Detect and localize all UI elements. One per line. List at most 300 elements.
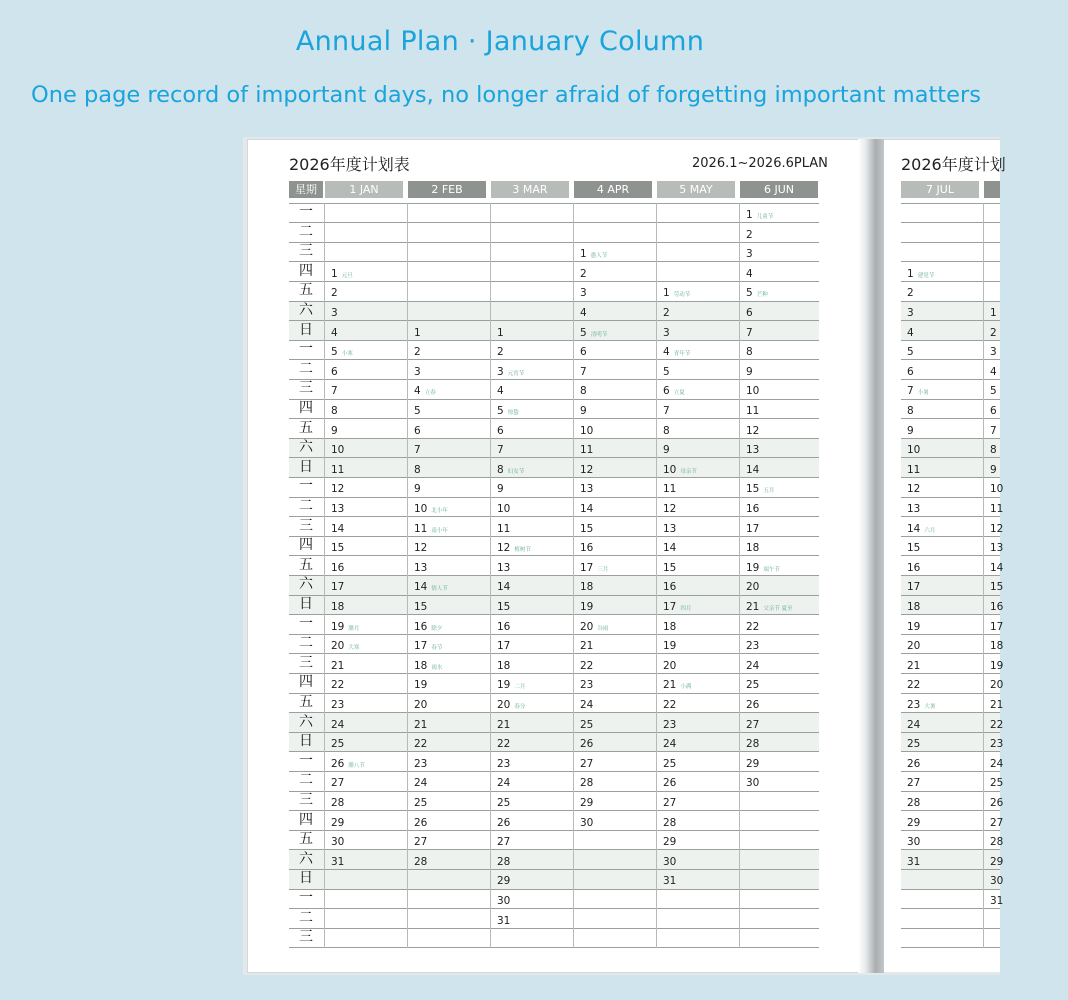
- day-number: 30: [580, 816, 594, 829]
- festival-label: 二月: [514, 684, 526, 691]
- weekday-label: 四: [299, 400, 313, 416]
- left-day-cell: [580, 301, 658, 321]
- left-day-cell: [746, 321, 824, 341]
- day-number: 1: [907, 267, 914, 280]
- right-day-cell: [990, 830, 1068, 850]
- month-header: 1 JAN: [325, 181, 403, 198]
- day-number: 7: [331, 385, 338, 398]
- left-day-cell: [663, 732, 741, 752]
- left-day-cell: [663, 752, 741, 772]
- left-day-cell: [414, 595, 492, 615]
- day-number: 14: [663, 542, 677, 555]
- day-number: 6: [497, 424, 504, 437]
- day-number: 23: [663, 718, 677, 731]
- day-number: 20: [580, 620, 594, 633]
- right-day-cell: [990, 752, 1068, 772]
- day-number: 20: [414, 699, 428, 711]
- day-number: 29: [580, 797, 594, 809]
- day-number: 4: [663, 346, 670, 359]
- right-day-cell: [990, 360, 1068, 380]
- day-number: 2: [907, 287, 914, 300]
- day-number: 30: [497, 895, 511, 907]
- day-number: 9: [746, 365, 753, 378]
- left-day-cell: [497, 477, 575, 497]
- festival-label: 小暑: [917, 390, 929, 397]
- right-day-cell: [907, 771, 985, 791]
- left-day-cell: [414, 556, 492, 576]
- right-day-cell: [907, 536, 985, 556]
- weekday-label: 四: [299, 262, 313, 279]
- left-day-cell: [331, 399, 409, 419]
- festival-label: 雨水: [431, 664, 443, 671]
- weekday-label: 一: [299, 204, 313, 220]
- left-day-cell: [414, 477, 492, 497]
- right-day-cell: [990, 379, 1068, 399]
- day-number: 16: [580, 542, 594, 555]
- day-number: 10: [990, 483, 1004, 496]
- day-number: 13: [497, 561, 511, 574]
- left-day-cell: [746, 223, 824, 243]
- right-day-cell: [990, 693, 1068, 713]
- day-number: 19: [746, 561, 760, 574]
- day-number: 31: [990, 895, 1004, 907]
- day-number: 16: [907, 561, 921, 574]
- day-number: 16: [990, 601, 1004, 613]
- festival-label: 春分: [514, 704, 526, 710]
- right-day-cell: [907, 360, 985, 380]
- day-number: 14: [907, 522, 921, 535]
- day-number: 5: [990, 385, 997, 398]
- left-day-cell: [663, 536, 741, 556]
- day-number: 5: [414, 405, 421, 417]
- day-number: 23: [497, 757, 511, 770]
- left-day-cell: [331, 517, 409, 537]
- day-number: 13: [746, 444, 760, 457]
- day-number: 16: [331, 561, 345, 574]
- weekday-label: 日: [299, 458, 313, 475]
- day-number: 22: [331, 679, 345, 692]
- left-day-cell: [580, 536, 658, 556]
- day-number: 6: [907, 365, 914, 378]
- day-number: 11: [746, 405, 760, 417]
- day-number: 9: [907, 424, 914, 437]
- left-page-range: 2026.1~2026.6PLAN: [692, 156, 828, 171]
- left-day-cell: [331, 732, 409, 752]
- grid-line-right: [901, 222, 1000, 223]
- left-day-cell: [663, 497, 741, 517]
- day-number: 29: [907, 816, 921, 829]
- right-day-cell: [990, 634, 1068, 654]
- day-number: 19: [663, 640, 677, 653]
- left-day-cell: [746, 477, 824, 497]
- left-day-cell: [331, 713, 409, 733]
- right-day-cell: [907, 497, 985, 517]
- day-number: 8: [663, 424, 670, 437]
- day-number: 11: [663, 483, 677, 496]
- festival-label: 小满: [680, 684, 692, 691]
- day-number: 21: [497, 718, 511, 731]
- left-day-cell: [746, 379, 824, 399]
- left-day-cell: [746, 340, 824, 360]
- left-day-cell: [414, 615, 492, 635]
- right-day-cell: [990, 771, 1068, 791]
- day-number: 16: [414, 620, 428, 633]
- day-number: 17: [746, 522, 760, 535]
- day-number: 23: [580, 679, 594, 692]
- left-day-cell: [663, 811, 741, 831]
- left-day-cell: [663, 438, 741, 458]
- festival-label: 惊蛰: [507, 410, 519, 416]
- day-number: 26: [331, 757, 345, 770]
- day-number: 2: [580, 267, 587, 280]
- weekday-label: 四: [299, 674, 313, 691]
- weekday-label: 一: [299, 615, 313, 632]
- left-day-cell: [414, 830, 492, 850]
- day-number: 15: [990, 581, 1004, 594]
- day-number: 12: [907, 483, 921, 496]
- weekday-label: 三: [299, 517, 313, 534]
- day-number: 4: [907, 326, 914, 339]
- left-day-cell: [497, 732, 575, 752]
- day-number: 2: [663, 307, 670, 319]
- left-day-cell: [746, 203, 824, 223]
- left-day-cell: [580, 713, 658, 733]
- right-day-cell: [907, 477, 985, 497]
- right-day-cell: [990, 321, 1068, 341]
- left-day-cell: [331, 536, 409, 556]
- right-day-cell: [907, 850, 985, 870]
- day-number: 4: [414, 385, 421, 398]
- left-day-cell: [580, 321, 658, 341]
- day-number: 28: [414, 855, 428, 868]
- grid-line-right: [901, 928, 1000, 929]
- festival-label: 三月: [597, 566, 609, 573]
- day-number: 22: [990, 718, 1004, 731]
- left-day-cell: [746, 301, 824, 321]
- right-day-cell: [907, 634, 985, 654]
- day-number: 27: [990, 816, 1004, 829]
- left-day-cell: [497, 419, 575, 439]
- day-number: 13: [663, 522, 677, 535]
- banner-title: Annual Plan · January Column: [295, 26, 705, 57]
- weekday-label: 六: [299, 302, 313, 318]
- day-number: 4: [497, 385, 504, 398]
- weekday-label: 二: [299, 909, 313, 926]
- day-number: 26: [497, 816, 511, 829]
- weekday-label: 二: [299, 223, 313, 240]
- left-day-cell: [497, 340, 575, 360]
- festival-label: 大暑: [924, 704, 936, 710]
- month-header: 6 JUN: [740, 181, 818, 198]
- day-number: 10: [663, 463, 677, 476]
- right-day-cell: [990, 889, 1068, 909]
- left-day-cell: [663, 673, 741, 693]
- left-day-cell: [580, 654, 658, 674]
- right-day-cell: [990, 791, 1068, 811]
- left-day-cell: [331, 556, 409, 576]
- day-number: 22: [746, 620, 760, 633]
- day-number: 1: [990, 307, 997, 319]
- day-number: 23: [907, 699, 921, 711]
- left-day-cell: [663, 654, 741, 674]
- day-number: 9: [580, 405, 587, 417]
- festival-label: 母亲节: [680, 468, 697, 475]
- festival-label: 腊月: [348, 625, 360, 632]
- left-day-cell: [580, 517, 658, 537]
- day-number: 11: [497, 522, 511, 535]
- day-number: 24: [663, 738, 677, 751]
- festival-label: 端午节: [763, 566, 780, 573]
- day-number: 24: [331, 718, 345, 731]
- left-day-cell: [414, 634, 492, 654]
- grid-line-right: [901, 947, 1000, 948]
- row-shade-right: [901, 869, 1000, 889]
- day-number: 11: [990, 503, 1004, 515]
- left-day-cell: [580, 497, 658, 517]
- left-page-title: 2026年度计划表: [289, 155, 410, 174]
- right-day-cell: [907, 262, 985, 282]
- day-number: 25: [907, 738, 921, 751]
- left-day-cell: [497, 811, 575, 831]
- day-number: 6: [331, 365, 338, 378]
- day-number: 8: [746, 346, 753, 359]
- day-number: 18: [907, 601, 921, 613]
- left-day-cell: [497, 771, 575, 791]
- left-day-cell: [497, 321, 575, 341]
- festival-label: 立春: [424, 390, 436, 397]
- weekday-label: 三: [299, 929, 313, 946]
- day-number: 20: [907, 640, 921, 653]
- left-day-cell: [414, 732, 492, 752]
- right-page-title: 2026年度计划: [901, 155, 1006, 174]
- day-number: 30: [746, 777, 760, 790]
- left-day-cell: [746, 752, 824, 772]
- day-number: 21: [414, 718, 428, 731]
- left-day-cell: [414, 419, 492, 439]
- right-day-cell: [907, 379, 985, 399]
- left-day-cell: [414, 517, 492, 537]
- left-day-cell: [746, 458, 824, 478]
- day-number: 28: [990, 836, 1004, 849]
- left-day-cell: [497, 595, 575, 615]
- left-day-cell: [497, 752, 575, 772]
- day-number: 6: [663, 385, 670, 398]
- right-day-cell: [907, 399, 985, 419]
- day-number: 8: [331, 405, 338, 417]
- left-day-cell: [580, 595, 658, 615]
- left-day-cell: [746, 713, 824, 733]
- day-number: 28: [331, 797, 345, 809]
- day-number: 29: [990, 855, 1004, 868]
- day-number: 9: [331, 424, 338, 437]
- left-day-cell: [414, 791, 492, 811]
- day-number: 1: [746, 209, 753, 221]
- day-number: 14: [580, 503, 594, 515]
- left-day-cell: [663, 693, 741, 713]
- left-day-cell: [580, 693, 658, 713]
- day-number: 10: [907, 444, 921, 457]
- day-number: 5: [497, 405, 504, 417]
- day-number: 19: [331, 620, 345, 633]
- day-number: 11: [414, 522, 428, 535]
- day-number: 8: [414, 463, 421, 476]
- weekday-label: 二: [299, 635, 313, 652]
- left-day-cell: [414, 360, 492, 380]
- day-number: 20: [331, 640, 345, 653]
- day-number: 23: [331, 699, 345, 711]
- left-day-cell: [663, 830, 741, 850]
- day-number: 16: [746, 503, 760, 515]
- day-number: 13: [907, 503, 921, 515]
- day-number: 18: [746, 542, 760, 555]
- day-number: 14: [414, 581, 428, 594]
- month-header-right: 7 JUL: [901, 181, 979, 198]
- day-number: 18: [663, 620, 677, 633]
- weekday-label: 六: [299, 576, 313, 593]
- day-number: 27: [907, 777, 921, 790]
- left-day-cell: [663, 869, 741, 889]
- left-day-cell: [663, 575, 741, 595]
- festival-label: 植树节: [514, 547, 531, 554]
- day-number: 14: [331, 522, 345, 535]
- day-number: 31: [907, 855, 921, 868]
- left-day-cell: [414, 693, 492, 713]
- right-day-cell: [907, 575, 985, 595]
- column-line: [324, 203, 325, 948]
- day-number: 17: [907, 581, 921, 594]
- left-day-cell: [580, 791, 658, 811]
- left-day-cell: [663, 615, 741, 635]
- weekday-label: 六: [299, 713, 313, 730]
- day-number: 29: [746, 757, 760, 770]
- left-day-cell: [746, 575, 824, 595]
- day-number: 21: [990, 699, 1004, 711]
- left-day-cell: [497, 438, 575, 458]
- day-number: 26: [746, 699, 760, 711]
- festival-label: 父亲节 夏至: [763, 606, 793, 612]
- left-day-cell: [414, 771, 492, 791]
- day-number: 1: [663, 287, 670, 300]
- day-number: 19: [990, 659, 1004, 672]
- day-number: 16: [497, 620, 511, 633]
- left-day-cell: [331, 634, 409, 654]
- left-day-cell: [414, 379, 492, 399]
- day-number: 25: [414, 797, 428, 809]
- left-day-cell: [746, 732, 824, 752]
- left-day-cell: [663, 301, 741, 321]
- right-day-cell: [990, 438, 1068, 458]
- festival-label: 北小年: [431, 508, 448, 514]
- day-number: 18: [414, 659, 428, 672]
- day-number: 10: [331, 444, 345, 457]
- left-day-cell: [580, 556, 658, 576]
- left-day-cell: [331, 340, 409, 360]
- day-number: 15: [663, 561, 677, 574]
- day-number: 3: [990, 346, 997, 359]
- left-day-cell: [663, 517, 741, 537]
- day-number: 18: [497, 659, 511, 672]
- day-number: 18: [331, 601, 345, 613]
- weekday-label: 日: [299, 733, 313, 750]
- day-number: 23: [414, 757, 428, 770]
- left-day-cell: [331, 752, 409, 772]
- day-number: 4: [990, 365, 997, 378]
- day-number: 15: [414, 601, 428, 613]
- day-number: 21: [663, 679, 677, 692]
- right-day-cell: [907, 713, 985, 733]
- left-day-cell: [663, 321, 741, 341]
- day-number: 9: [497, 483, 504, 496]
- left-day-cell: [746, 536, 824, 556]
- left-day-cell: [497, 869, 575, 889]
- left-day-cell: [746, 654, 824, 674]
- day-number: 11: [907, 463, 921, 476]
- weekday-label: 三: [299, 380, 313, 397]
- right-day-cell: [907, 458, 985, 478]
- day-number: 2: [414, 346, 421, 359]
- left-day-cell: [663, 379, 741, 399]
- festival-label: 建党节: [917, 272, 935, 279]
- left-day-cell: [746, 438, 824, 458]
- right-day-cell: [907, 595, 985, 615]
- day-number: 1: [414, 326, 421, 339]
- day-number: 25: [580, 718, 594, 731]
- left-day-cell: [746, 595, 824, 615]
- day-number: 24: [414, 777, 428, 790]
- day-number: 8: [580, 385, 587, 398]
- day-number: 5: [907, 346, 914, 359]
- left-day-cell: [580, 242, 658, 262]
- day-number: 12: [414, 542, 428, 555]
- left-day-cell: [580, 771, 658, 791]
- right-day-cell: [907, 340, 985, 360]
- day-number: 25: [331, 738, 345, 751]
- weekday-label: 二: [299, 772, 313, 789]
- day-number: 24: [746, 659, 760, 672]
- day-number: 25: [663, 757, 677, 770]
- left-day-cell: [663, 850, 741, 870]
- day-number: 3: [907, 307, 914, 319]
- left-day-cell: [497, 575, 575, 595]
- grid-line-right: [901, 242, 1000, 243]
- grid-line-right: [901, 203, 1000, 204]
- day-number: 11: [331, 463, 345, 476]
- festival-label: 除夕: [431, 625, 443, 632]
- day-number: 7: [663, 405, 670, 417]
- day-number: 7: [497, 444, 504, 457]
- weekday-label: 二: [299, 360, 313, 377]
- weekday-label: 五: [299, 282, 313, 299]
- weekday-label: 六: [299, 850, 313, 867]
- day-number: 24: [907, 718, 921, 731]
- day-number: 17: [580, 561, 594, 574]
- left-day-cell: [331, 673, 409, 693]
- left-day-cell: [331, 575, 409, 595]
- weekday-label: 一: [299, 890, 313, 906]
- left-day-cell: [414, 575, 492, 595]
- day-number: 13: [414, 561, 428, 574]
- day-number: 12: [663, 503, 677, 515]
- day-number: 27: [331, 777, 345, 790]
- left-day-cell: [497, 850, 575, 870]
- day-number: 28: [746, 738, 760, 751]
- day-number: 31: [497, 914, 511, 927]
- left-day-cell: [414, 497, 492, 517]
- left-day-cell: [497, 615, 575, 635]
- month-header: 3 MAR: [491, 181, 569, 198]
- day-number: 15: [331, 542, 345, 555]
- day-number: 15: [580, 522, 594, 535]
